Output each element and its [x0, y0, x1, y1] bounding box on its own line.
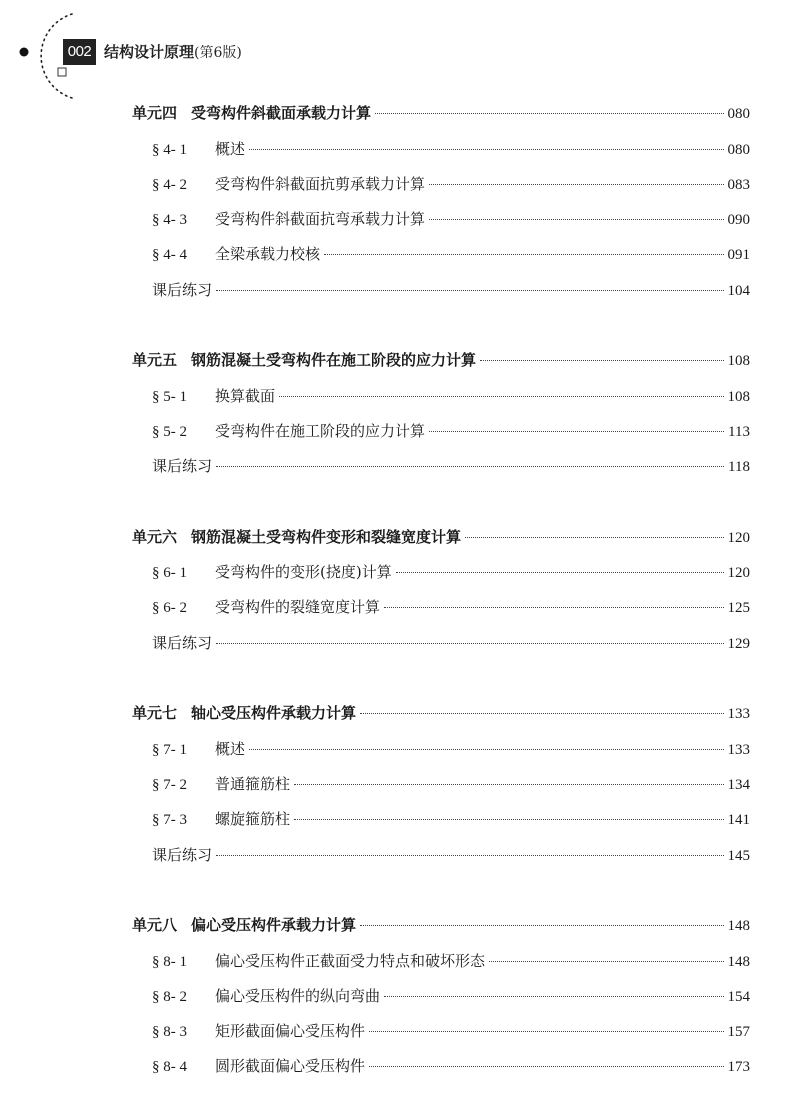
section-title: 普通箍筋柱 — [215, 775, 291, 793]
exercise-title: 课后练习 — [152, 634, 213, 652]
leader-dots — [384, 607, 723, 608]
leader-dots — [480, 360, 723, 361]
exercise-entry[interactable] — [152, 631, 750, 655]
page-ref: 133 — [727, 706, 750, 722]
section-title: 受弯构件斜截面抗弯承载力计算 — [215, 210, 426, 228]
book-title-text: 结构设计原理 — [104, 43, 195, 61]
leader-dots — [216, 643, 723, 644]
unit-title: 钢筋混凝土受弯构件在施工阶段的应力计算 — [191, 351, 477, 369]
header-decoration — [0, 0, 120, 110]
section-number: § 8- 1 — [152, 954, 187, 970]
unit-entry-label — [132, 348, 476, 372]
section-entry-label — [152, 737, 245, 762]
section-entry[interactable] — [152, 1054, 750, 1078]
page-ref: 145 — [727, 848, 750, 864]
section-title: 圆形截面偏心受压构件 — [215, 1057, 366, 1075]
section-entry[interactable] — [152, 419, 750, 443]
section-entry-label — [152, 984, 380, 1009]
unit-number: 单元五 — [132, 351, 178, 369]
section-entry[interactable] — [152, 172, 750, 196]
leader-dots — [429, 431, 724, 432]
section-title: 螺旋箍筋柱 — [215, 810, 291, 828]
leader-dots — [384, 996, 723, 997]
section-title: 偏心受压构件正截面受力特点和破坏形态 — [215, 952, 486, 970]
page-ref: 134 — [727, 777, 750, 793]
section-entry[interactable] — [152, 207, 750, 231]
unit-number: 单元四 — [132, 104, 178, 122]
section-entry[interactable] — [152, 807, 750, 831]
section-entry[interactable] — [152, 737, 750, 761]
section-entry-label — [152, 384, 275, 409]
unit-entry[interactable] — [132, 913, 750, 937]
section-number: § 6- 1 — [152, 565, 187, 581]
exercise-title: 课后练习 — [152, 846, 213, 864]
section-entry-label — [152, 772, 290, 797]
page-ref: 125 — [727, 600, 750, 616]
leader-dots — [294, 819, 723, 820]
leader-dots — [429, 184, 723, 185]
leader-dots — [216, 290, 723, 291]
leader-dots — [375, 113, 723, 114]
exercise-entry[interactable] — [152, 843, 750, 867]
page-ref: 113 — [728, 424, 750, 440]
section-entry-label — [152, 419, 425, 444]
leader-dots — [324, 254, 723, 255]
section-title: 受弯构件在施工阶段的应力计算 — [215, 422, 426, 440]
leader-dots — [369, 1066, 723, 1067]
section-number: § 6- 2 — [152, 600, 187, 616]
page-ref: 129 — [727, 636, 750, 652]
page-ref: 148 — [727, 954, 750, 970]
section-entry-label — [152, 1019, 365, 1044]
unit-entry[interactable] — [132, 701, 750, 725]
unit-number: 单元六 — [132, 528, 178, 546]
unit-title: 偏心受压构件承载力计算 — [191, 916, 357, 934]
section-number: § 4- 3 — [152, 212, 187, 228]
leader-dots — [249, 149, 723, 150]
section-entry-label — [152, 242, 320, 267]
section-number: § 7- 2 — [152, 777, 187, 793]
page-ref: 118 — [728, 459, 750, 475]
exercise-entry[interactable] — [152, 454, 750, 478]
unit-number: 单元七 — [132, 704, 178, 722]
section-title: 换算截面 — [215, 387, 276, 405]
page-ref: 104 — [727, 283, 750, 299]
section-entry[interactable] — [152, 595, 750, 619]
section-number: § 5- 2 — [152, 424, 187, 440]
exercise-title: 课后练习 — [152, 281, 213, 299]
page-ref: 120 — [727, 565, 750, 581]
page-ref: 141 — [727, 812, 750, 828]
section-entry-label — [152, 949, 485, 974]
leader-dots — [294, 784, 723, 785]
book-edition: (第6版) — [194, 45, 242, 61]
page-ref: 120 — [727, 530, 750, 546]
page-ref: 133 — [727, 742, 750, 758]
section-number: § 4- 4 — [152, 247, 187, 263]
section-entry[interactable] — [152, 772, 750, 796]
section-entry[interactable] — [152, 560, 750, 584]
page-ref: 090 — [727, 212, 750, 228]
page-ref: 080 — [727, 142, 750, 158]
exercise-entry[interactable] — [152, 278, 750, 302]
section-entry[interactable] — [152, 949, 750, 973]
unit-entry[interactable] — [132, 348, 750, 372]
section-number: § 7- 3 — [152, 812, 187, 828]
unit-title: 钢筋混凝土受弯构件变形和裂缝宽度计算 — [191, 528, 462, 546]
section-title: 矩形截面偏心受压构件 — [215, 1022, 366, 1040]
unit-number: 单元八 — [132, 916, 178, 934]
section-entry-label — [152, 172, 425, 197]
unit-entry-label — [132, 525, 461, 549]
page-ref: 173 — [727, 1059, 750, 1075]
unit-entry-label — [132, 913, 356, 937]
page-ref: 154 — [727, 989, 750, 1005]
section-entry-label — [152, 1054, 365, 1079]
leader-dots — [429, 219, 723, 220]
leader-dots — [216, 466, 724, 467]
page-ref: 080 — [727, 106, 750, 122]
leader-dots — [369, 1031, 723, 1032]
section-entry-label — [152, 137, 245, 162]
page-ref: 157 — [727, 1024, 750, 1040]
page-ref: 108 — [727, 389, 750, 405]
leader-dots — [396, 572, 724, 573]
section-number: § 8- 4 — [152, 1059, 187, 1075]
leader-dots — [360, 925, 723, 926]
page-ref: 091 — [727, 247, 750, 263]
section-entry[interactable] — [152, 137, 750, 161]
section-entry[interactable] — [152, 1019, 750, 1043]
unit-entry-label — [132, 101, 371, 125]
unit-entry[interactable] — [132, 525, 750, 549]
section-entry[interactable] — [152, 984, 750, 1008]
leader-dots — [216, 855, 723, 856]
leader-dots — [465, 537, 723, 538]
book-title — [104, 42, 242, 63]
unit-title: 轴心受压构件承载力计算 — [191, 704, 357, 722]
unit-title: 受弯构件斜截面承载力计算 — [191, 104, 372, 122]
section-entry-label — [152, 807, 290, 832]
unit-entry[interactable] — [132, 101, 750, 125]
page-number: 002 — [63, 39, 96, 65]
leader-dots — [360, 713, 723, 714]
section-entry[interactable] — [152, 242, 750, 266]
section-title: 受弯构件的变形(挠度)计算 — [215, 563, 392, 581]
section-entry-label — [152, 595, 380, 620]
section-title: 全梁承载力校核 — [215, 245, 321, 263]
section-number: § 8- 3 — [152, 1024, 187, 1040]
exercise-title: 课后练习 — [152, 457, 213, 475]
page-ref: 148 — [727, 918, 750, 934]
section-title: 受弯构件的裂缝宽度计算 — [215, 598, 381, 616]
section-title: 受弯构件斜截面抗剪承载力计算 — [215, 175, 426, 193]
leader-dots — [489, 961, 723, 962]
section-number: § 4- 1 — [152, 142, 187, 158]
section-title: 偏心受压构件的纵向弯曲 — [215, 987, 381, 1005]
exercise-entry-label — [152, 631, 212, 655]
section-number: § 4- 2 — [152, 177, 187, 193]
page-ref: 108 — [727, 353, 750, 369]
page-ref: 083 — [727, 177, 750, 193]
section-number: § 5- 1 — [152, 389, 187, 405]
exercise-entry-label — [152, 843, 212, 867]
section-number: § 8- 2 — [152, 989, 187, 1005]
exercise-entry-label — [152, 278, 212, 302]
section-title: 概述 — [215, 740, 246, 758]
section-entry-label — [152, 560, 392, 585]
leader-dots — [279, 396, 723, 397]
section-title: 概述 — [215, 140, 246, 158]
section-number: § 7- 1 — [152, 742, 187, 758]
section-entry[interactable] — [152, 384, 750, 408]
exercise-entry-label — [152, 454, 212, 478]
leader-dots — [249, 749, 723, 750]
section-entry-label — [152, 207, 425, 232]
unit-entry-label — [132, 701, 356, 725]
